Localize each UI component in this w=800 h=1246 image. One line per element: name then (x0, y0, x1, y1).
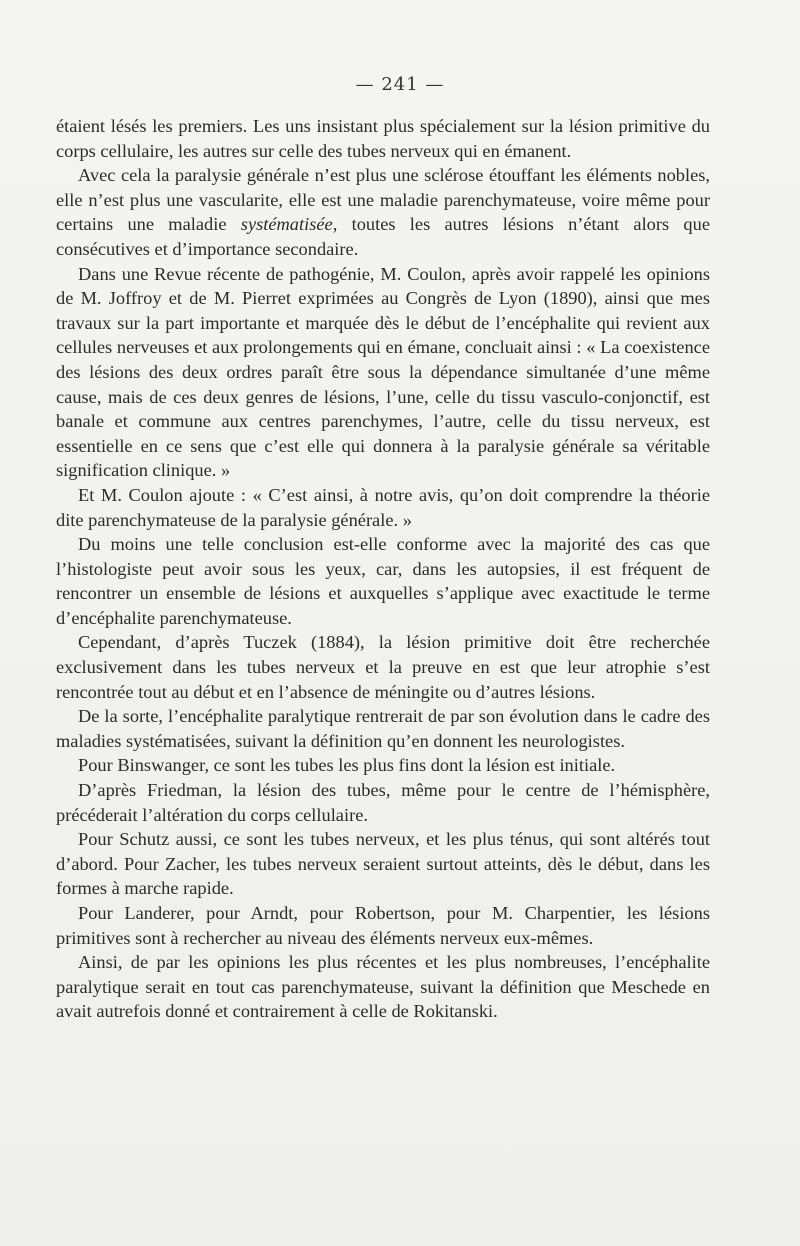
paragraph: De la sorte, l’encéphalite paralytique rentrerait de par son évolution dans le cadre des maladies systématisées, suivant la définition qu’en donnent les neurologistes. (56, 706, 710, 751)
paragraph: Pour Schutz aussi, ce sont les tubes nerveux, et les plus ténus, qui sont altérés tout d’abord. Pour Zacher, les tubes nerveux seraient surtout atteints, dès le début, dans les formes à marche rapide. (56, 829, 710, 899)
body-text (56, 114, 710, 1024)
paragraph: Cependant, d’après Tuczek (1884), la lésion primitive doit être recherchée exclusivement dans les tubes nerveux et la preuve en est que leur atrophie s’est rencontrée tout au début et en l’absence de méningite ou d’autres lésions. (56, 632, 710, 702)
paragraph-text: toutes les autres lésions n’étant alors que consécutives et d’importance secondaire. (56, 214, 710, 259)
paragraph: Pour Binswanger, ce sont les tubes les plus fins dont la lésion est initiale. (78, 755, 616, 776)
paragraph: étaient lésés les premiers. Les uns insistant plus spécialement sur la lésion primitive du corps cellulaire, les autres sur celle des tubes nerveux qui en émanent. (56, 116, 710, 161)
paragraph (56, 163, 710, 261)
page-number: — 241 — (355, 74, 445, 95)
paragraph: Du moins une telle conclusion est-elle conforme avec la majorité des cas que l’histologiste peut avoir sous les yeux, car, dans les autopsies, il est fréquent de rencontrer un ensemble de lésions et auxquelles s’applique avec exactitude le terme d’encéphalite parenchymateuse. (56, 534, 710, 628)
paragraph: Et M. Coulon ajoute : « C’est ainsi, à notre avis, qu’on doit comprendre la théorie dite parenchymateuse de la paralysie générale. » (56, 484, 710, 530)
paragraph: Ainsi, de par les opinions les plus récentes et les plus nombreuses, l’encéphalite paralytique serait en tout cas parenchymateuse, suivant la définition que Meschede en avait autrefois donné et contrairement à celle de Rokitanski. (56, 952, 710, 1022)
paragraph: Pour Landerer, pour Arndt, pour Robertson, pour M. Charpentier, les lésions primitives sont à rechercher au niveau des éléments nerveux eux-mêmes. (56, 903, 710, 948)
paragraph: D’après Friedman, la lésion des tubes, même pour le centre de l’hémisphère, précéderait l’altération du corps cellulaire. (56, 780, 710, 825)
paragraph-text: Avec cela la paralysie générale n’est plus une sclérose étouffant les éléments nobles, elle n’est plus une vascularite, elle est une maladie parenchymateuse, voire même pour certains une maladie (56, 165, 710, 235)
emphasized-text: systématisée, (240, 214, 338, 235)
paragraph: Dans une Revue récente de pathogénie, M. Coulon, après avoir rappelé les opinions de M. Joffroy et de M. Pierret exprimées au Congrès de Lyon (1890), ainsi que mes travaux sur la part importante et marquée dès le début de l’encéphalite qui revient aux cellules nerveuses et aux prolongements qui en émane, concluait ainsi : « La coexistence des lésions des deux ordres paraît être sous la dépendance simultanée d’une même cause, mais de ces deux genres de lésions, l’une, celle du tissu vasculo-conjonctif, est banale et commune aux centres parenchymes, l’autre, celle du tissu nerveux, est essentielle en ce sens que c’est elle qui donnera à la paralysie générale sa véritable signification clinique. » (56, 263, 710, 481)
